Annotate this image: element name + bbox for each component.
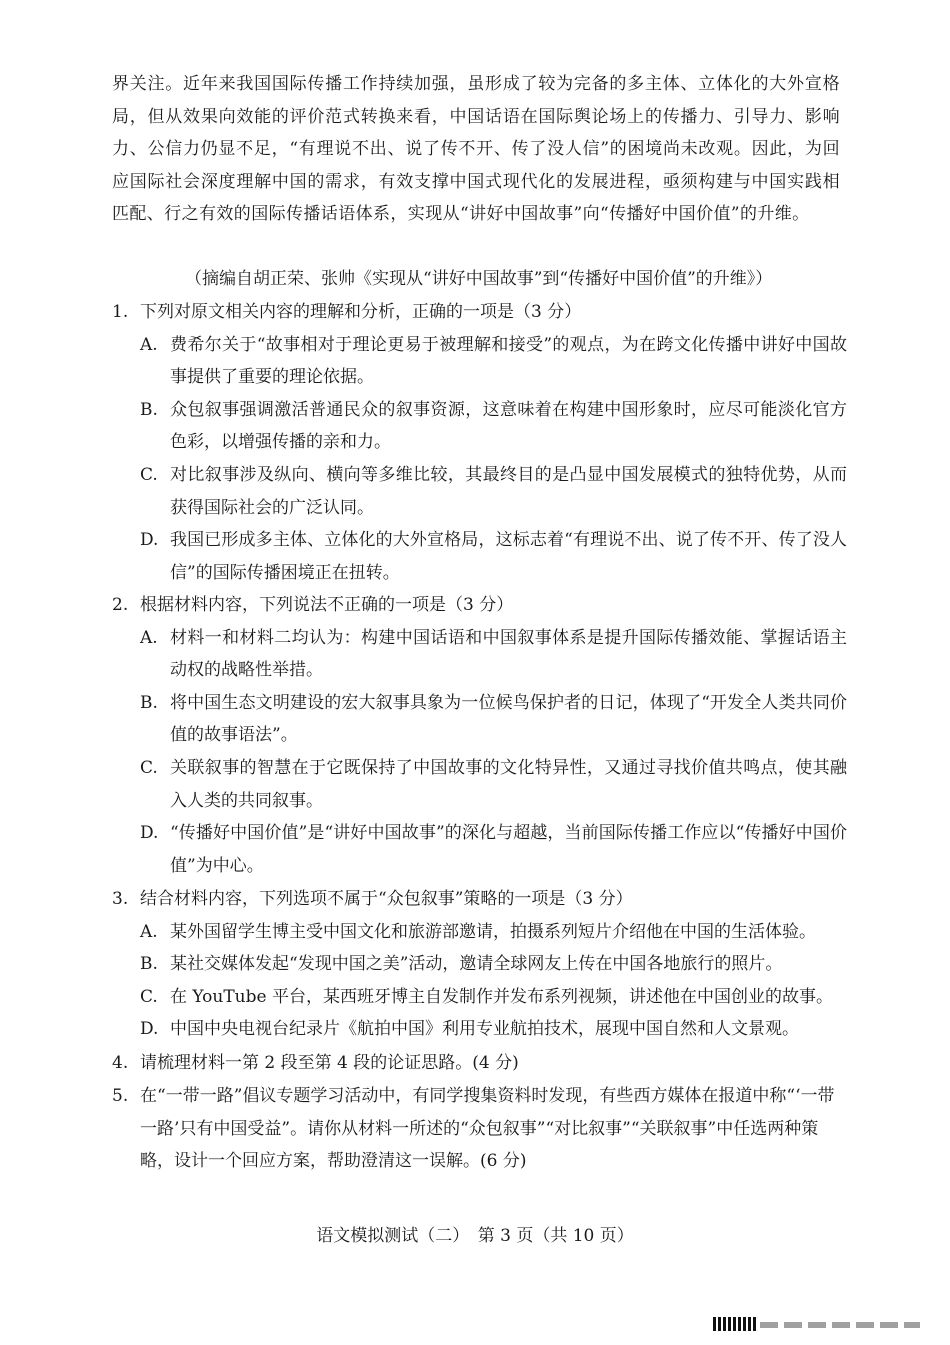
option-a [112,329,847,394]
question-text: 在“一带一路”倡议专题学习活动中，有同学搜集资料时发现，有些西方媒体在报道中称“‘一带一路’只有中国受益”。请你从材料一所述的“众包叙事”“对比叙事”“关联叙事”中任选两种策略，设计一个回应方案，帮助澄清这一误解。(6 分) [140,1086,835,1172]
qr-code-icon [713,1317,757,1331]
option-b [112,948,847,981]
option-a [112,916,847,949]
question-stem [112,883,847,916]
option-label: D. [140,530,159,551]
option-label: B. [140,692,158,713]
option-c [112,459,847,524]
question-1 [112,296,847,589]
option-c [112,752,847,817]
option-text: “传播好中国价值”是“讲好中国故事”的深化与超越，当前国际传播工作应以“传播好中国价值”为中心。 [170,823,847,876]
question-3 [112,883,847,1046]
option-text: 对比叙事涉及纵向、横向等多维比较，其最终目的是凸显中国发展模式的独特优势，从而获得国际社会的广泛认同。 [170,464,847,518]
question-stem [112,589,847,622]
question-number: 1. [112,302,129,322]
page-footer: 语文模拟测试（二） 第 3 页（共 10 页） [316,1226,634,1246]
question-stem [112,1047,847,1080]
option-text: 材料一和材料二均认为：构建中国话语和中国叙事体系是提升国际传播效能、掌握话语主动权的战略性举措。 [170,627,847,681]
option-text: 在 YouTube 平台，某西班牙博主自发制作并发布系列视频，讲述他在中国创业的故事。 [170,986,833,1007]
question-number: 2. [112,595,129,615]
question-number: 5. [112,1086,129,1106]
option-b [112,394,847,459]
source-citation: （摘编自胡正荣、张帅《实现从“讲好中国故事”到“传播好中国价值”的升维》） [185,269,773,289]
option-text: 我国已形成多主体、立体化的大外宣格局，这标志着“有理说不出、说了传不开、传了没人信”的国际传播困境正在扭转。 [170,530,847,583]
option-text: 众包叙事强调激活普通民众的叙事资源，这意味着在构建中国形象时，应尽可能淡化官方色彩，以增强传播的亲和力。 [170,399,847,453]
option-c [112,981,847,1014]
option-label: D. [140,823,159,844]
option-label: A. [140,334,158,355]
option-b [112,687,847,752]
option-label: C. [140,464,158,485]
question-text: 下列对原文相关内容的理解和分析，正确的一项是（3 分） [140,302,582,322]
option-d [112,817,847,882]
option-label: B. [140,399,158,420]
option-label: A. [140,921,158,942]
question-5 [112,1080,847,1178]
question-text: 根据材料内容，下列说法不正确的一项是（3 分） [140,595,514,615]
question-number: 3. [112,889,129,909]
intro-paragraph: 界关注。近年来我国国际传播工作持续加强，虽形成了较为完备的多主体、立体化的大外宣格局，但从效果向效能的评价范式转换来看，中国话语在国际舆论场上的传播力、引导力、影响力、公信力仍显不足，“有理说不出、说了传不开、传了没人信”的困境尚未改观。因此，为回应国际社会深度理解中国的需求，有效支撑中国式现代化的发展进程，亟须构建与中国实践相匹配、行之有效的国际传播话语体系，实现从“讲好中国故事”向“传播好中国价值”的升维。 [112,74,840,225]
option-text: 某社交媒体发起“发现中国之美”活动，邀请全球网友上传在中国各地旅行的照片。 [170,954,783,975]
question-stem [112,1080,847,1178]
option-a [112,622,847,687]
option-text: 关联叙事的智慧在于它既保持了中国故事的文化特异性，又通过寻找价值共鸣点，使其融入人类的共同叙事。 [170,757,847,811]
option-text: 将中国生态文明建设的宏大叙事具象为一位候鸟保护者的日记，体现了“开发全人类共同价值的故事语法”。 [170,692,847,746]
option-d [112,1013,847,1046]
option-d [112,524,847,589]
question-text: 请梳理材料一第 2 段至第 4 段的论证思路。(4 分) [140,1053,519,1073]
option-text: 中国中央电视台纪录片《航拍中国》利用专业航拍技术，展现中国自然和人文景观。 [170,1019,799,1040]
option-text: 某外国留学生博主受中国文化和旅游部邀请，拍摄系列短片介绍他在中国的生活体验。 [170,921,816,942]
option-label: C. [140,757,158,778]
question-text: 结合材料内容，下列选项不属于“众包叙事”策略的一项是（3 分） [140,889,633,909]
question-stem [112,296,847,329]
option-label: C. [140,986,158,1007]
watermark-strip [760,1322,920,1328]
option-label: B. [140,954,158,975]
option-text: 费希尔关于“故事相对于理论更易于被理解和接受”的观点，为在跨文化传播中讲好中国故事提供了重要的理论依据。 [170,334,847,388]
option-label: A. [140,627,158,648]
question-4 [112,1047,847,1080]
option-label: D. [140,1019,159,1040]
question-number: 4. [112,1053,129,1073]
question-2 [112,589,847,882]
